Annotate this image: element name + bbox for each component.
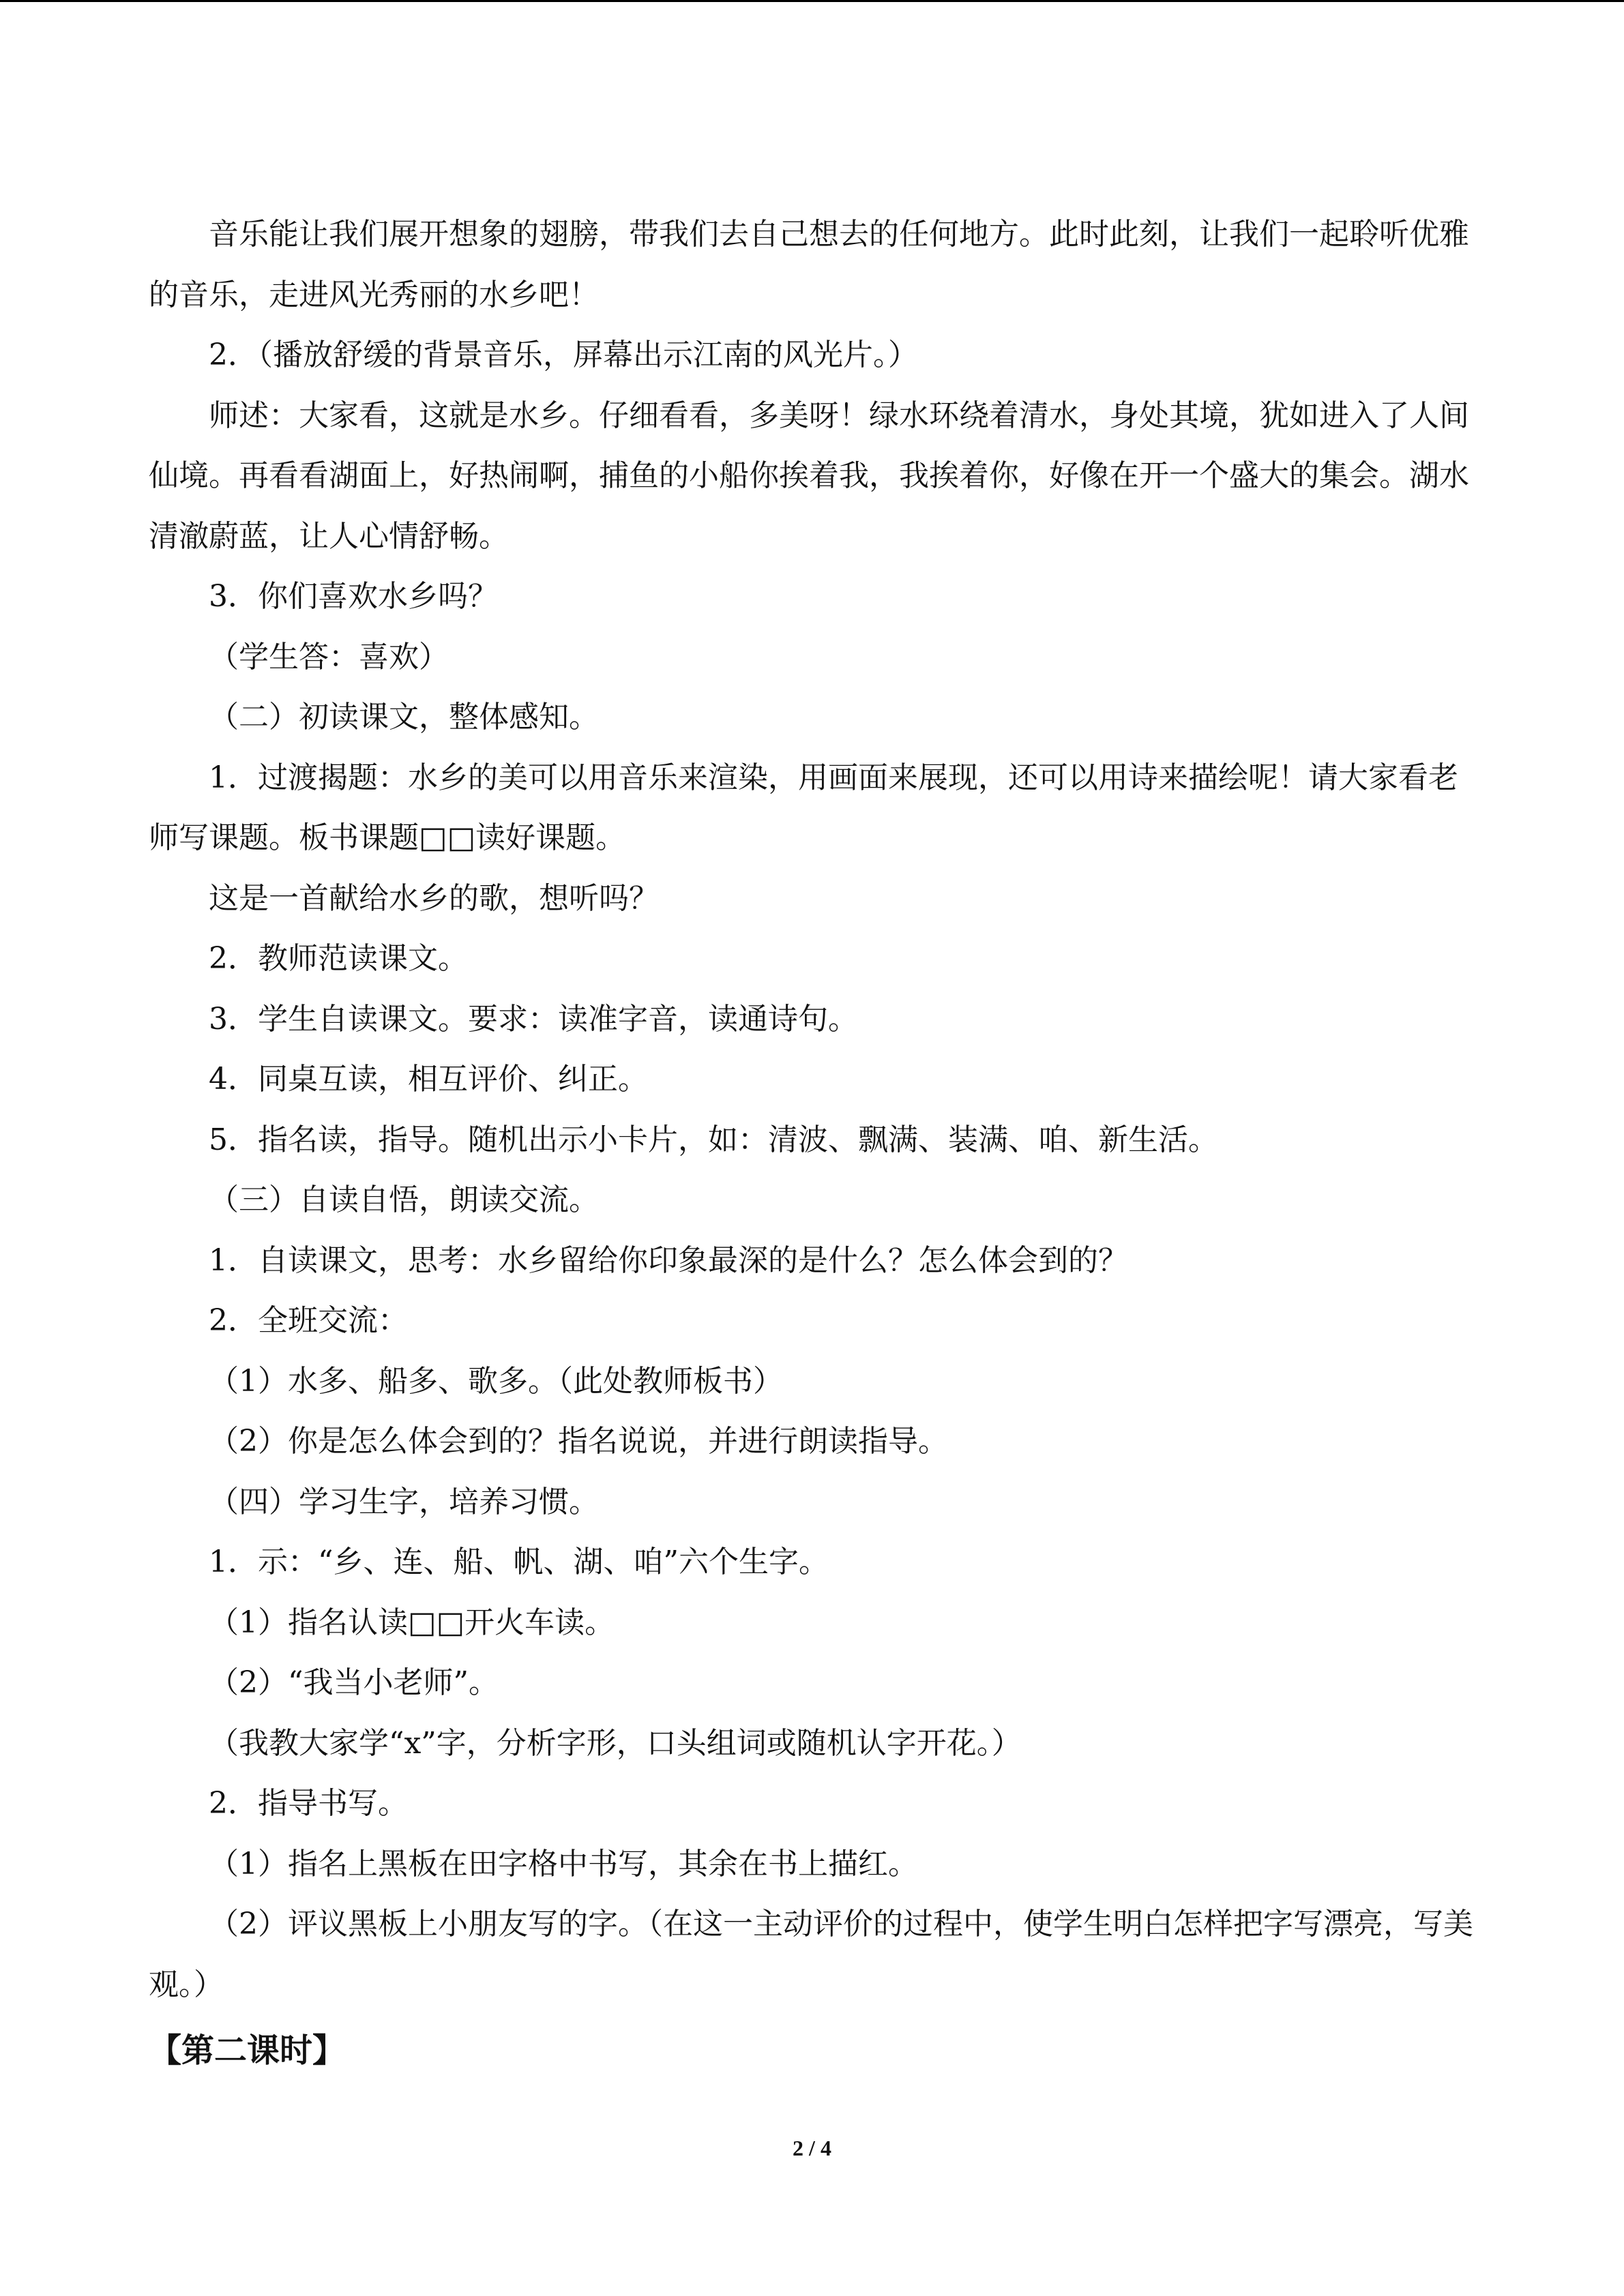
paragraph: 4．同桌互读，相互评价、纠正。 [209,1062,648,1097]
paragraph: （2）你是怎么体会到的？指名说说，并进行朗读指导。 [209,1424,948,1459]
paragraph: （我教大家学“x”字，分析字形，口头组词或随机认字开花。） [209,1725,1022,1761]
paragraph: （1）指名认读□□开火车读。 [209,1605,615,1640]
document-body [149,205,1475,2015]
paragraph: 2．指导书写。 [209,1786,408,1821]
paragraph: （1）指名上黑板在田字格中书写，其余在书上描红。 [209,1846,918,1881]
page-number: 2 / 4 [793,2136,831,2160]
top-border-rule [0,0,1624,2]
paragraph: 1．示：“乡、连、船、帆、湖、咱”六个生字。 [209,1545,829,1579]
paragraph: 2．（播放舒缓的背景音乐，屏幕出示江南的风光片。） [209,338,918,372]
subsection-heading: （三）自读自悟，朗读交流。 [209,1182,599,1217]
paragraph: 这是一首献给水乡的歌，想听吗？ [209,880,659,916]
paragraph: 3．你们喜欢水乡吗？ [209,579,498,614]
section-heading-second-lesson: 【第二课时】 [149,2031,346,2070]
paragraph: 2．教师范读课文。 [209,941,468,976]
paragraph: 3．学生自读课文。要求：读准字音，读通诗句。 [209,1001,858,1037]
paragraph: 2．全班交流： [209,1303,408,1338]
paragraph: 师述：大家看，这就是水乡。仔细看看，多美呀！绿水环绕着清水，身处其境，犹如进入了人间仙境。再看看湖面上，好热闹啊，捕鱼的小船你挨着我，我挨着你，好像在开一个盛大的集会。湖水清澈蔚蓝，让人心情舒畅。 [149,398,1469,554]
paragraph: 1．自读课文，思考：水乡留给你印象最深的是什么？怎么体会到的？ [209,1242,1128,1278]
paragraph: （1）水多、船多、歌多。（此处教师板书） [209,1363,783,1399]
subsection-heading: （四）学习生字，培养习惯。 [209,1484,599,1519]
paragraph: 音乐能让我们展开想象的翅膀，带我们去自己想去的任何地方。此时此刻，让我们一起聆听优雅的音乐，走进风光秀丽的水乡吧！ [149,217,1469,312]
paragraph: （2）“我当小老师”。 [209,1665,499,1700]
paragraph: （2）评议黑板上小朋友写的字。（在这一主动评价的过程中，使学生明白怎样把字写漂亮，写美观。） [149,1907,1473,2002]
paragraph: （学生答：喜欢） [209,639,449,674]
paragraph: 5．指名读，指导。随机出示小卡片，如：清波、飘满、装满、咱、新生活。 [209,1122,1218,1157]
paragraph: 1．过渡揭题：水乡的美可以用音乐来渲染，用画面来展现，还可以用诗来描绘呢！请大家看老师写课题。板书课题□□读好课题。 [149,760,1458,855]
subsection-heading: （二）初读课文，整体感知。 [209,700,599,734]
